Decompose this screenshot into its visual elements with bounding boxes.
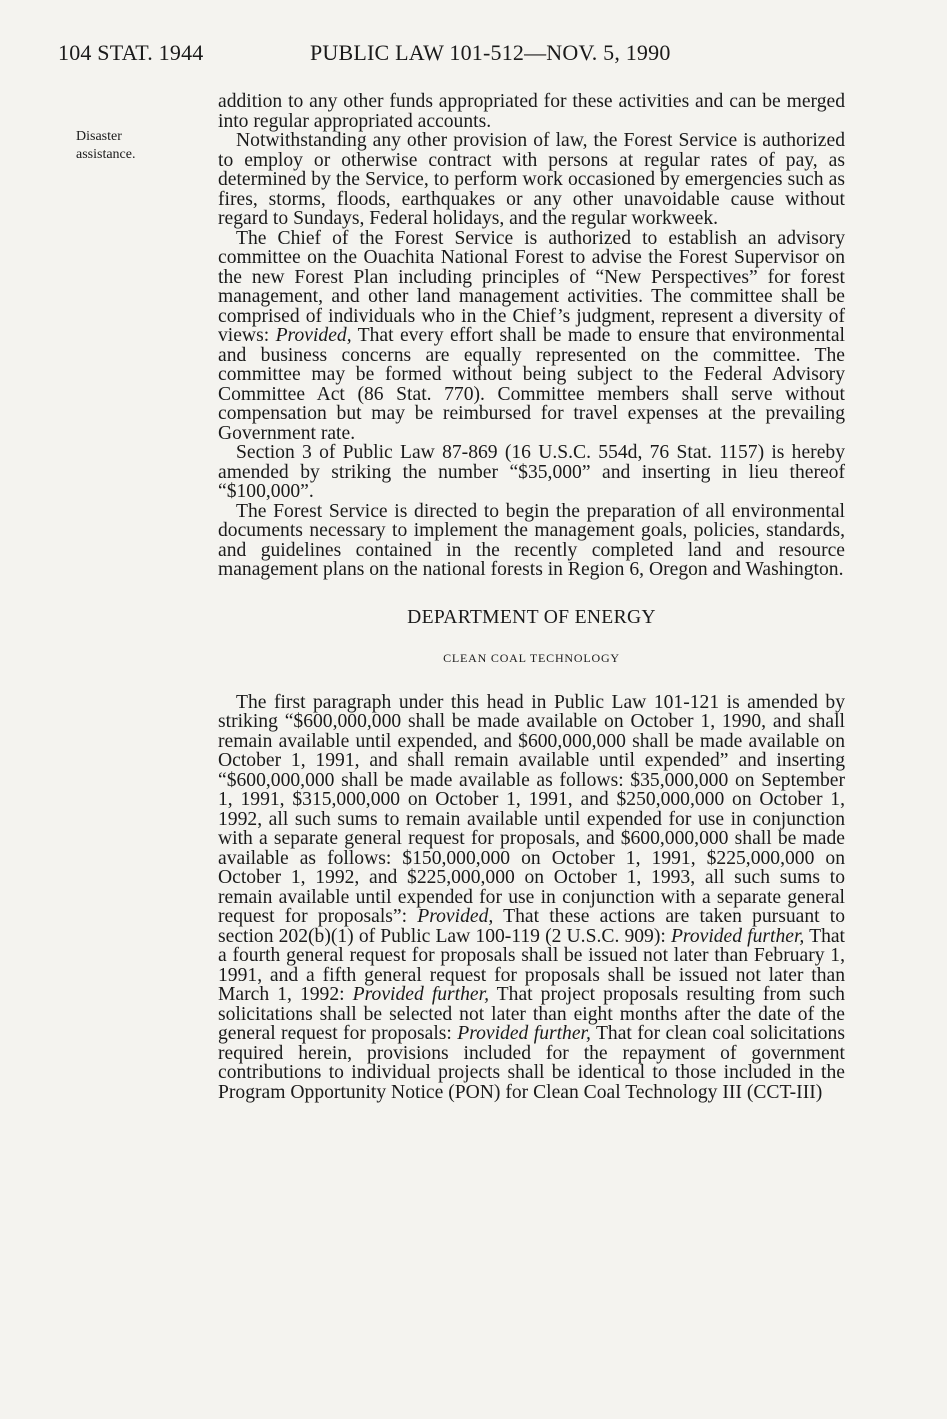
text-segment: That project proposals resulting from such solicitations shall be selected not later than eight months after the date of the general request for proposals:: [218, 984, 845, 1044]
provided-further-italic: Provided further,: [457, 1023, 591, 1044]
text-segment: That a fourth general request for proposals shall be issued not later than February 1, 1991, and a fifth general request for proposals shall be issued not later than March 1, 1992:: [218, 925, 846, 1005]
paragraph-environmental-documents: The Forest Service is directed to begin the preparation of all environmental documents necessary to implement the management goals, policies, standards, and guidelines contained in the recently completed land and resource management plans on the national forests in Region 6, Oregon and Washington.: [218, 500, 845, 580]
margin-note-line2: assistance.: [76, 147, 136, 162]
paragraph-clean-coal: [218, 693, 845, 1103]
provided-italic: Provided,: [417, 906, 494, 927]
sub-heading: CLEAN COAL TECHNOLOGY: [443, 651, 620, 665]
provided-italic: Provided,: [275, 325, 352, 346]
text-segment: The Chief of the Forest Service is authorized to establish an advisory committee on the Ouachita National Forest to advise the Forest Supervisor on the new Forest Plan including principles of “New Perspectives” for forest management, and other land management activities. The committee shall be comprised of individuals who in the Chief’s judgment, represent a diversity of views:: [218, 227, 845, 346]
body-text: [218, 92, 845, 1102]
margin-note: [76, 128, 135, 164]
provided-further-italic: Provided further,: [670, 925, 805, 947]
stat-citation: 104 STAT. 1944: [58, 40, 204, 65]
paragraph-disaster-assistance: Notwithstanding any other provision of law, the Forest Service is authorized to employ or otherwise contract with persons at regular rates of pay, as determined by the Service, to perform work occasioned by emergencies such as fires, storms, floods, earthquakes or any other unavoidable cause without regard to Sundays, Federal holidays, and the regular workweek.: [218, 130, 845, 229]
paragraph-section-amendment: Section 3 of Public Law 87-869 (16 U.S.C. 554d, 76 Stat. 1157) is hereby amended by striking the number “$35,000” and inserting in lieu thereof “$100,000”.: [218, 442, 845, 502]
text-segment: That every effort shall be made to ensure that environmental and business concerns are equally represented on the committee. The committee may be formed without being subject to the Federal Advisory Committee Act (86 Stat. 770). Committee members shall serve without compensation but may be reimbursed for travel expenses at the prevailing Government rate.: [218, 325, 845, 444]
paragraph-advisory-committee: [218, 229, 845, 444]
margin-note-line1: Disaster: [76, 129, 122, 144]
department-heading: DEPARTMENT OF ENERGY: [407, 606, 656, 628]
public-law-title: PUBLIC LAW 101-512—NOV. 5, 1990: [310, 40, 671, 65]
text-segment: That these actions are taken pursuant to section 202(b)(1) of Public Law 100-119 (2 U.S.C. 909):: [218, 906, 845, 947]
provided-further-italic: Provided further,: [352, 984, 489, 1005]
text-segment: The first paragraph under this head in Public Law 101-121 is amended by striking “$600,000,000 shall be made available on October 1, 1990, and shall remain available until expended, and $600,000,000 shall be made available on October 1, 1991, and shall remain available until expended” and inserting “$600,000,000 shall be made available as follows: $35,000,000 on September 1, 1991, $315,000,000 on October 1, 1991, and $250,000,000 on October 1, 1992, all such sums to remain available until expended for use in conjunction with a separate general request for proposals, and $600,000,000 shall be made available as follows: $150,000,000 on October 1, 1991, $225,000,000 on October 1, 1992, and $225,000,000 on October 1, 1993, all such sums to remain available until expended for use in conjunction with a separate general request for proposals”:: [218, 691, 845, 927]
text-segment: That for clean coal solicitations required herein, provisions included for the repayment of government contributions to individual projects shall be identical to those included in the Program Opportunity Notice (PON) for Clean Coal Technology III (CCT-III): [218, 1023, 845, 1103]
paragraph-continuation: addition to any other funds appropriated for these activities and can be merged into regular appropriated accounts.: [218, 91, 845, 132]
